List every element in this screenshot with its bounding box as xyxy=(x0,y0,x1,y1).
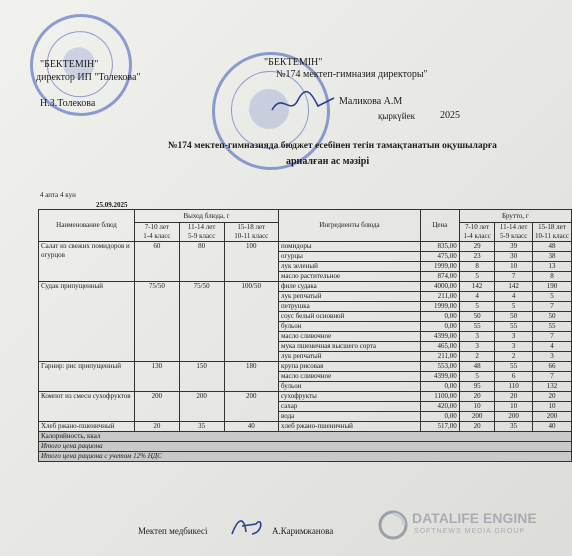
gross-value: 200 xyxy=(495,412,533,422)
calories-row-label: Калорийность, ккал xyxy=(39,432,572,442)
nurse-signature xyxy=(228,512,268,540)
total-vat-row-label: Итого цена рациона с учетом 12% НДС xyxy=(39,452,572,462)
ingredient-name: бульон xyxy=(279,382,421,392)
watermark-brand: DATALIFE ENGINE xyxy=(412,510,537,526)
nurse-role: Мектеп медбикесі xyxy=(138,526,208,536)
ingredient-price: 0,00 xyxy=(420,312,459,322)
gross-value: 142 xyxy=(495,282,533,292)
menu-table xyxy=(38,209,572,462)
ingredient-name: крупа рисовая xyxy=(279,362,421,372)
approval-month: қыркүйек xyxy=(378,111,415,121)
ingredient-price: 0,00 xyxy=(420,382,459,392)
nurse-name: А.Каримжанова xyxy=(272,526,334,536)
ingredient-name: масло сливочное xyxy=(279,332,421,342)
approval-year: 2025 xyxy=(440,110,460,121)
gross-value: 5 xyxy=(459,272,495,282)
output-value: 130 xyxy=(135,362,180,392)
gross-value: 200 xyxy=(459,412,495,422)
gross-value: 39 xyxy=(495,242,533,252)
gross-value: 35 xyxy=(495,422,533,432)
dish-name: Гарнир: рис припущенный xyxy=(39,362,135,392)
gross-value: 55 xyxy=(495,322,533,332)
ingredient-name: филе судака xyxy=(279,282,421,292)
director-signature xyxy=(268,88,338,118)
ingredient-name: соус белый основной xyxy=(279,312,421,322)
ingredient-price: 475,00 xyxy=(420,252,459,262)
gross-value: 5 xyxy=(459,372,495,382)
ingredient-price: 0,00 xyxy=(420,322,459,332)
ingredient-name: масло сливочное xyxy=(279,372,421,382)
gross-value: 29 xyxy=(459,242,495,252)
ingredient-name: хлеб ржано-пшеничный xyxy=(279,422,421,432)
ingredient-price: 517,00 xyxy=(420,422,459,432)
gross-value: 38 xyxy=(532,252,571,262)
gross-value: 190 xyxy=(532,282,571,292)
gross-value: 4 xyxy=(495,292,533,302)
output-value: 180 xyxy=(224,362,278,392)
ingredient-name: огурцы xyxy=(279,252,421,262)
output-value: 200 xyxy=(179,392,224,422)
grade-label: 1-4 класс xyxy=(463,232,491,240)
calories-row xyxy=(39,432,572,442)
menu-date: 25.09.2025 xyxy=(96,201,128,209)
director-name-left: Н.З.Толекова xyxy=(40,98,96,109)
table-row xyxy=(39,362,572,372)
output-value: 100/50 xyxy=(224,282,278,362)
gross-value: 6 xyxy=(495,372,533,382)
total-row-label: Итого цена рациона xyxy=(39,442,572,452)
gross-value: 8 xyxy=(532,272,571,282)
gross-value: 55 xyxy=(459,322,495,332)
output-value: 200 xyxy=(135,392,180,422)
gross-value: 20 xyxy=(532,392,571,402)
ingredient-price: 1999,00 xyxy=(420,302,459,312)
ingredient-price: 4399,00 xyxy=(420,332,459,342)
gross-age-header xyxy=(459,223,495,242)
gross-value: 4 xyxy=(532,342,571,352)
watermark-sub: SOFTNEWS MEDIA GROUP xyxy=(414,528,526,535)
gross-value: 5 xyxy=(495,302,533,312)
output-value: 35 xyxy=(179,422,224,432)
output-value: 75/50 xyxy=(135,282,180,362)
dish-name: Судак припущенный xyxy=(39,282,135,362)
ingredient-name: лук репчатый xyxy=(279,292,421,302)
dish-name: Хлеб ржано-пшеничный xyxy=(39,422,135,432)
ingredient-name: сахар xyxy=(279,402,421,412)
gross-value: 3 xyxy=(495,332,533,342)
gross-value: 55 xyxy=(495,362,533,372)
output-value: 60 xyxy=(135,242,180,282)
week-day-label: 4 апта 4 кун xyxy=(40,191,76,199)
ingredient-name: помидоры xyxy=(279,242,421,252)
gross-value: 3 xyxy=(495,342,533,352)
gross-value: 2 xyxy=(495,352,533,362)
header-price: Цена xyxy=(420,210,459,242)
grade-label: 5-9 класс xyxy=(188,232,216,240)
gross-value: 7 xyxy=(532,332,571,342)
gross-value: 40 xyxy=(532,422,571,432)
gross-value: 3 xyxy=(459,332,495,342)
gross-value: 142 xyxy=(459,282,495,292)
menu-title-line2: арналған ас мәзірі xyxy=(286,156,370,167)
header-gross: Брутто, г xyxy=(459,210,571,223)
gross-value: 4 xyxy=(459,292,495,302)
grade-label: 5-9 класс xyxy=(500,232,528,240)
ingredient-name: масло растительное xyxy=(279,272,421,282)
gross-value: 23 xyxy=(459,252,495,262)
total-row xyxy=(39,442,572,452)
output-value: 40 xyxy=(224,422,278,432)
output-value: 100 xyxy=(224,242,278,282)
output-age-header xyxy=(179,223,224,242)
grade-label: 1-4 класс xyxy=(143,232,171,240)
gross-value: 10 xyxy=(495,262,533,272)
director-position-right: №174 мектеп-гимназия директоры" xyxy=(276,69,428,80)
gross-value: 110 xyxy=(495,382,533,392)
gross-value: 3 xyxy=(459,342,495,352)
output-value: 75/50 xyxy=(179,282,224,362)
output-age-header xyxy=(224,223,278,242)
gross-value: 7 xyxy=(495,272,533,282)
output-value: 80 xyxy=(179,242,224,282)
ingredient-name: петрушка xyxy=(279,302,421,312)
director-name-right: Маликова А.М xyxy=(339,96,403,107)
age-label: 7-10 лет xyxy=(464,223,490,231)
ingredient-name: мука пшеничная высшего сорта xyxy=(279,342,421,352)
dish-name: Компот из смеси сухофруктов xyxy=(39,392,135,422)
age-label: 11-14 лет xyxy=(187,223,216,231)
age-label: 7-10 лет xyxy=(144,223,169,231)
ingredient-price: 465,00 xyxy=(420,342,459,352)
total-vat-row xyxy=(39,452,572,462)
approval-word-left: "БЕКТЕМІН" xyxy=(40,59,99,70)
ingredient-price: 211,00 xyxy=(420,352,459,362)
header-output: Выход блюда, г xyxy=(135,210,279,223)
datalife-logo-icon xyxy=(378,510,408,540)
table-row xyxy=(39,392,572,402)
gross-age-header xyxy=(495,223,533,242)
gross-value: 10 xyxy=(532,402,571,412)
header-dish: Наименование блюд xyxy=(39,210,135,242)
gross-value: 48 xyxy=(532,242,571,252)
gross-value: 8 xyxy=(459,262,495,272)
ingredient-price: 4399,00 xyxy=(420,372,459,382)
gross-value: 2 xyxy=(459,352,495,362)
ingredient-price: 1999,00 xyxy=(420,262,459,272)
age-label: 11-14 лет xyxy=(499,223,528,231)
gross-value: 10 xyxy=(495,402,533,412)
gross-value: 95 xyxy=(459,382,495,392)
gross-value: 7 xyxy=(532,372,571,382)
gross-value: 20 xyxy=(459,392,495,402)
gross-value: 50 xyxy=(495,312,533,322)
grade-label: 10-11 класс xyxy=(234,232,269,240)
ingredient-price: 553,00 xyxy=(420,362,459,372)
gross-value: 7 xyxy=(532,302,571,312)
ingredient-price: 874,00 xyxy=(420,272,459,282)
age-label: 15-18 лет xyxy=(237,223,266,231)
table-row xyxy=(39,282,572,292)
table-row xyxy=(39,422,572,432)
ingredient-name: вода xyxy=(279,412,421,422)
ingredient-price: 0,00 xyxy=(420,412,459,422)
gross-value: 55 xyxy=(532,322,571,332)
gross-value: 5 xyxy=(459,302,495,312)
ingredient-name: бульон xyxy=(279,322,421,332)
ingredient-name: сухофрукты xyxy=(279,392,421,402)
gross-value: 3 xyxy=(532,352,571,362)
gross-value: 10 xyxy=(459,402,495,412)
ingredient-price: 1100,00 xyxy=(420,392,459,402)
gross-value: 200 xyxy=(532,412,571,422)
gross-value: 20 xyxy=(495,392,533,402)
gross-value: 50 xyxy=(459,312,495,322)
ingredient-price: 835,00 xyxy=(420,242,459,252)
gross-age-header xyxy=(532,223,571,242)
gross-value: 20 xyxy=(459,422,495,432)
gross-value: 132 xyxy=(532,382,571,392)
ingredient-price: 211,00 xyxy=(420,292,459,302)
output-value: 200 xyxy=(224,392,278,422)
table-row xyxy=(39,242,572,252)
output-value: 150 xyxy=(179,362,224,392)
ingredient-price: 420,00 xyxy=(420,402,459,412)
menu-title-line1: №174 мектеп-гимназияда бюджет есебінен тегін тамақтанатын оқушыларға xyxy=(168,141,497,151)
gross-value: 50 xyxy=(532,312,571,322)
gross-value: 5 xyxy=(532,292,571,302)
ingredient-name: лук репчатый xyxy=(279,352,421,362)
gross-value: 13 xyxy=(532,262,571,272)
output-value: 20 xyxy=(135,422,180,432)
age-label: 15-18 лет xyxy=(538,223,566,231)
dish-name: Салат из свежих помидоров и огурцов xyxy=(39,242,135,282)
output-age-header xyxy=(135,223,180,242)
ingredient-name: лук зеленый xyxy=(279,262,421,272)
header-ingredients: Ингредиенты блюда xyxy=(279,210,421,242)
director-position-left: директор ИП "Толекова" xyxy=(36,72,141,83)
gross-value: 30 xyxy=(495,252,533,262)
approval-word-right: "БЕКТЕМІН" xyxy=(264,57,323,68)
grade-label: 10-11 класс xyxy=(534,232,569,240)
gross-value: 48 xyxy=(459,362,495,372)
ingredient-price: 4000,00 xyxy=(420,282,459,292)
gross-value: 66 xyxy=(532,362,571,372)
